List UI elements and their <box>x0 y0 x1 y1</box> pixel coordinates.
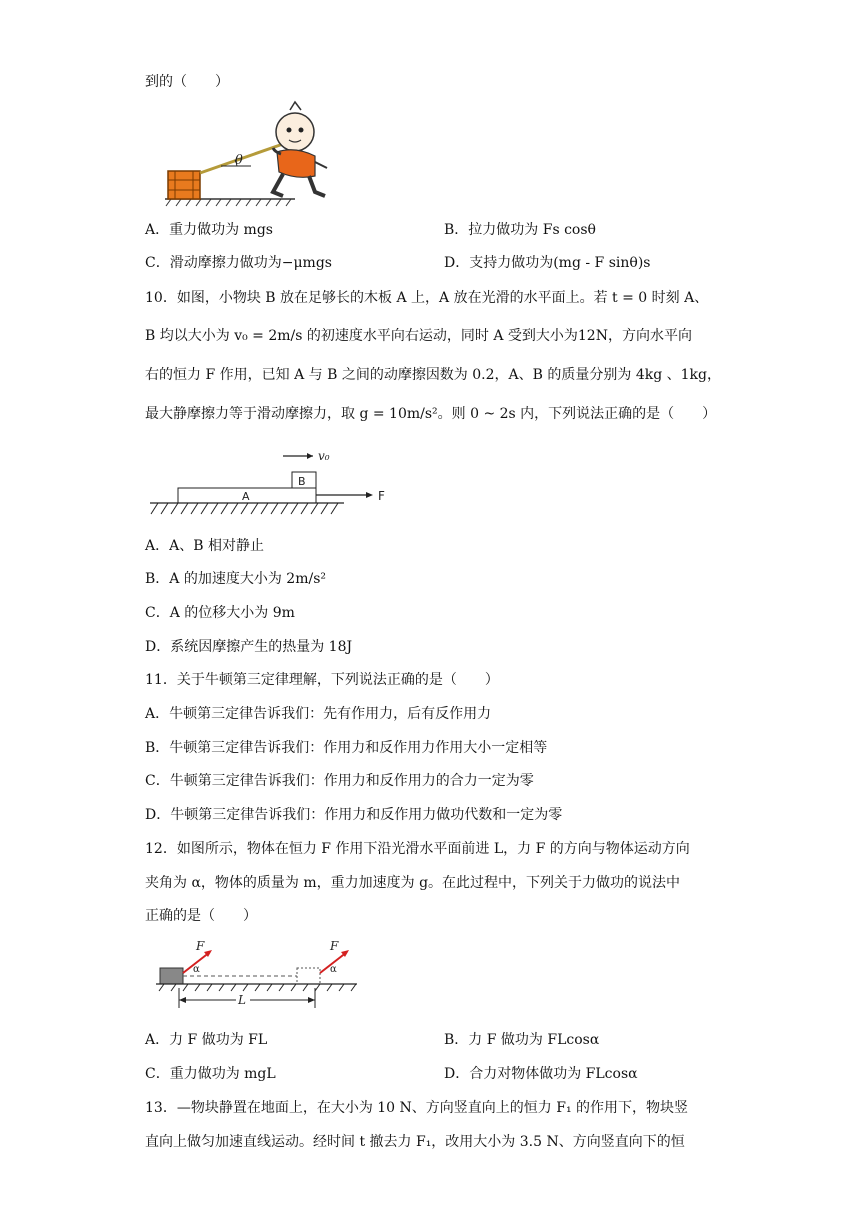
q10-stem-line-4: 最大静摩擦力等于滑动摩擦力，取 g = 10m/s²。则 0 ~ 2s 内，下列说法正确的是（ ） <box>145 406 717 422</box>
q10-option-d: D．系统因摩擦产生的热量为 18J <box>145 639 353 655</box>
q12-stem-line-1: 12．如图所示，物体在恒力 F 作用下沿光滑水平面前进 L，力 F 的方向与物体运动方向 <box>145 841 690 857</box>
q12-option-a: A．力 F 做功为 FL <box>145 1032 268 1048</box>
q12-force-label-end: F <box>330 939 339 953</box>
q10-velocity-label: v₀ <box>318 449 330 463</box>
q10-block-b-label: B <box>298 475 306 488</box>
q10-stem-line-1: 10．如图，小物块 B 放在足够长的木板 A 上，A 放在光滑的水平面上。若 t = 0 时刻 A、 <box>145 290 709 306</box>
q12-angle-label-start: α <box>193 964 200 975</box>
q10-stem-line-2: B 均以大小为 v₀ = 2m/s 的初速度水平向右运动，同时 A 受到大小为12N，方向水平向 <box>145 328 692 344</box>
q13-stem-line-1: 13．—物块静置在地面上，在大小为 10 N、方向竖直向上的恒力 F₁ 的作用下，物块竖 <box>145 1100 689 1116</box>
q12-stem-line-2: 夹角为 α，物体的质量为 m，重力加速度为 g。在此过程中，下列关于力做功的说法中 <box>145 875 681 891</box>
q12-option-c: C．重力做功为 mgL <box>145 1066 276 1082</box>
q10-block-a-label: A <box>242 490 250 503</box>
q10-option-c: C．A 的位移大小为 9m <box>145 605 295 621</box>
q12-option-b: B．力 F 做功为 FLcosα <box>444 1032 600 1048</box>
q12-stem-line-3: 正确的是（ ） <box>145 908 257 924</box>
q13-stem-line-2: 直向上做匀加速直线运动。经时间 t 撤去力 F₁，改用大小为 3.5 N、方向竖直向下的恒 <box>145 1134 685 1150</box>
q9-figure-pulling-crate <box>165 96 350 208</box>
q9-option-c: C．滑动摩擦力做功为−μmgs <box>145 255 332 271</box>
q9-angle-label: θ <box>235 153 243 168</box>
q12-distance-label: L <box>238 993 246 1007</box>
q9-option-b: B．拉力做功为 Fs cosθ <box>444 222 596 238</box>
q12-force-label-start: F <box>196 939 205 953</box>
q11-stem: 11．关于牛顿第三定律理解，下列说法正确的是（ ） <box>145 672 499 688</box>
q10-option-a: A．A、B 相对静止 <box>145 538 264 554</box>
q11-option-d: D．牛顿第三定律告诉我们：作用力和反作用力做功代数和一定为零 <box>145 807 563 823</box>
q11-option-a: A．牛顿第三定律告诉我们：先有作用力，后有反作用力 <box>145 706 492 722</box>
q11-option-b: B．牛顿第三定律告诉我们：作用力和反作用力作用大小一定相等 <box>145 740 548 756</box>
q12-figure-force-angle <box>152 936 362 1016</box>
q10-figure-board-block <box>148 444 398 520</box>
q9-stem-tail: 到的（ ） <box>145 74 229 90</box>
q11-option-c: C．牛顿第三定律告诉我们：作用力和反作用力的合力一定为零 <box>145 773 534 789</box>
q10-force-label: F <box>378 489 385 503</box>
q9-option-a: A．重力做功为 mgs <box>145 222 273 238</box>
q9-option-d: D．支持力做功为(mg - F sinθ)s <box>444 255 651 271</box>
q12-angle-label-end: α <box>330 964 337 975</box>
q10-stem-line-3: 右的恒力 F 作用，已知 A 与 B 之间的动摩擦因数为 0.2，A、B 的质量分别为 4kg 、1kg， <box>145 367 721 383</box>
q12-option-d: D．合力对物体做功为 FLcosα <box>444 1066 638 1082</box>
q10-option-b: B．A 的加速度大小为 2m/s² <box>145 571 326 587</box>
